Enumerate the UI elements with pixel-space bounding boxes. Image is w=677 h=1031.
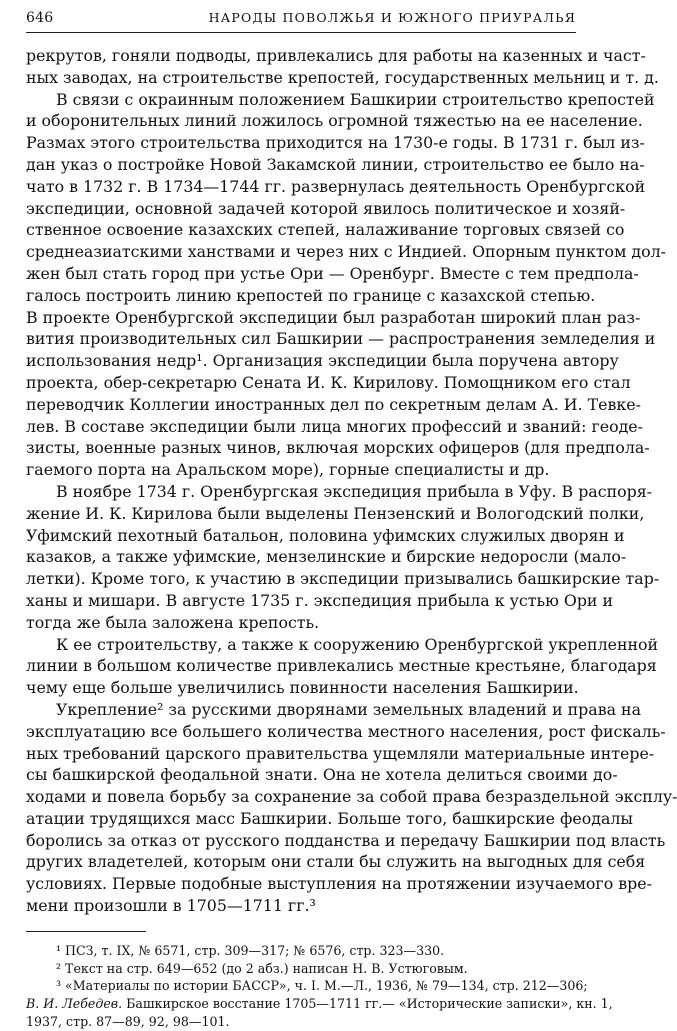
text-line: условиях. Первые подобные выступления на протяжении изучаемого вре- bbox=[26, 874, 652, 894]
text-line: лев. В составе экспедиции были лица многих профессий и званий: геоде- bbox=[26, 416, 643, 436]
page-number: 646 bbox=[26, 10, 54, 26]
text-line: В проекте Оренбургской экспедиции был разработан широкий план раз- bbox=[26, 307, 641, 327]
text-line: ных заводах, на строительстве крепостей, государственных мельниц и т. д. bbox=[26, 67, 659, 87]
main-text bbox=[26, 45, 677, 917]
text-line: ходами и повела борьбу за сохранение за собой права безраздельной эксплу- bbox=[26, 787, 677, 807]
text-line: среднеазиатскими ханствами и через них с Индией. Опорным пунктом дол- bbox=[26, 242, 666, 262]
footnote-author: В. И. Лебедев. bbox=[26, 996, 123, 1012]
text-line: казаков, а также уфимские, мензелинские и бирские недоросли (мало- bbox=[26, 547, 627, 567]
text-line: вития производительных сил Башкирии — распространения земледелия и bbox=[26, 329, 656, 349]
footnote-line: ³ «Материалы по истории БАССР», ч. I. М.—Л., 1936, № 79—134, стр. 212—306; bbox=[56, 978, 588, 994]
text-line: Укрепление² за русскими дворянами земельных владений и права на bbox=[56, 699, 641, 719]
text-line: экспедиции, основной задачей которой явилось политическое и хозяй- bbox=[26, 198, 626, 218]
text-line: тогда же была заложена крепость. bbox=[26, 612, 320, 632]
text-line: чему еще больше увеличились повинности населения Башкирии. bbox=[26, 678, 579, 698]
text-line: других владетелей, которым они стали бы служить на выгодных для себя bbox=[26, 852, 646, 872]
text-line: жение И. К. Кирилова были выделены Пензенский и Вологодский полки, bbox=[26, 503, 645, 523]
text-line: дан указ о постройке Новой Закамской линии, строительство ее было на- bbox=[26, 154, 645, 174]
text-line: боролись за отказ от русского подданства и передачу Башкирии под власть bbox=[26, 830, 666, 850]
footnote-separator bbox=[26, 931, 146, 932]
text-line: рекрутов, гоняли подводы, привлекались для работы на казенных и част- bbox=[26, 46, 646, 65]
text-line: линии в большом количестве привлекались местные крестьяне, благодаря bbox=[26, 656, 657, 676]
text-line: зисты, военные разных чинов, включая морских офицеров (для предпола- bbox=[26, 438, 650, 458]
text-line: использования недр¹. Организация экспедиции была поручена автору bbox=[26, 351, 619, 371]
text-line: В ноябре 1734 г. Оренбургская экспедиция прибыла в Уфу. В распоря- bbox=[56, 481, 653, 501]
text-line: чато в 1732 г. В 1734—1744 гг. развернулась деятельность Оренбургской bbox=[26, 176, 646, 196]
book-page bbox=[26, 10, 677, 1030]
text-line: Размах этого строительства приходится на 1730-е годы. В 1731 г. был из- bbox=[26, 133, 645, 153]
footnotes bbox=[26, 942, 613, 1031]
footnote-line: 1937, стр. 87—89, 92, 98—101. bbox=[26, 1014, 230, 1030]
text-line: мени произошли в 1705—1711 гг.³ bbox=[26, 896, 316, 916]
footnote-line bbox=[26, 995, 613, 1013]
text-line: атации трудящихся масс Башкирии. Больше того, башкирские феодалы bbox=[26, 808, 633, 828]
text-line: галось построить линию крепостей по границе с казахской степью. bbox=[26, 285, 596, 305]
footnote-line: ¹ ПСЗ, т. IX, № 6571, стр. 309—317; № 6576, стр. 323—330. bbox=[56, 942, 445, 958]
text-line: ственное освоение казахских степей, налаживание торговых связей со bbox=[26, 220, 625, 240]
text-line: сы башкирской феодальной знати. Она не хотела делиться своими до- bbox=[26, 765, 618, 785]
running-header bbox=[26, 10, 576, 33]
text-line: летки). Кроме того, к участию в экспедиции призывались башкирские тар- bbox=[26, 569, 660, 589]
text-line: и оборонительных линий ложилось огромной тяжестью на ее население. bbox=[26, 111, 643, 131]
text-line: В связи с окраинным положением Башкирии строительство крепостей bbox=[56, 89, 655, 109]
text-line: жен был стать город при устье Ори — Оренбург. Вместе с тем предпола- bbox=[26, 263, 639, 283]
footnote-rest: Башкирское восстание 1705—1711 гг.— «Исторические записки», кн. 1, bbox=[122, 996, 613, 1012]
text-line: ных требований царского правительства ущемляли материальные интере- bbox=[26, 743, 655, 763]
footnote-line: ² Текст на стр. 649—652 (до 2 абз.) написан Н. В. Устюговым. bbox=[56, 960, 468, 976]
running-title: НАРОДЫ ПОВОЛЖЬЯ И ЮЖНОГО ПРИУРАЛЬЯ bbox=[208, 10, 576, 25]
text-line: проекта, обер-секретарю Сената И. К. Кирилову. Помощником его стал bbox=[26, 372, 631, 392]
text-line: эксплуатацию все большего количества местного населения, рост фискаль- bbox=[26, 721, 666, 741]
text-line: К ее строительству, а также к сооружению Оренбургской укрепленной bbox=[56, 634, 659, 654]
text-line: ханы и мишари. В августе 1735 г. экспедиция прибыла к устью Ори и bbox=[26, 590, 614, 610]
text-line: переводчик Коллегии иностранных дел по секретным делам А. И. Тевке- bbox=[26, 394, 641, 414]
text-line: Уфимский пехотный батальон, половина уфимских служилых дворян и bbox=[26, 525, 625, 545]
text-line: гаемого порта на Аральском море), горные специалисты и др. bbox=[26, 460, 550, 480]
